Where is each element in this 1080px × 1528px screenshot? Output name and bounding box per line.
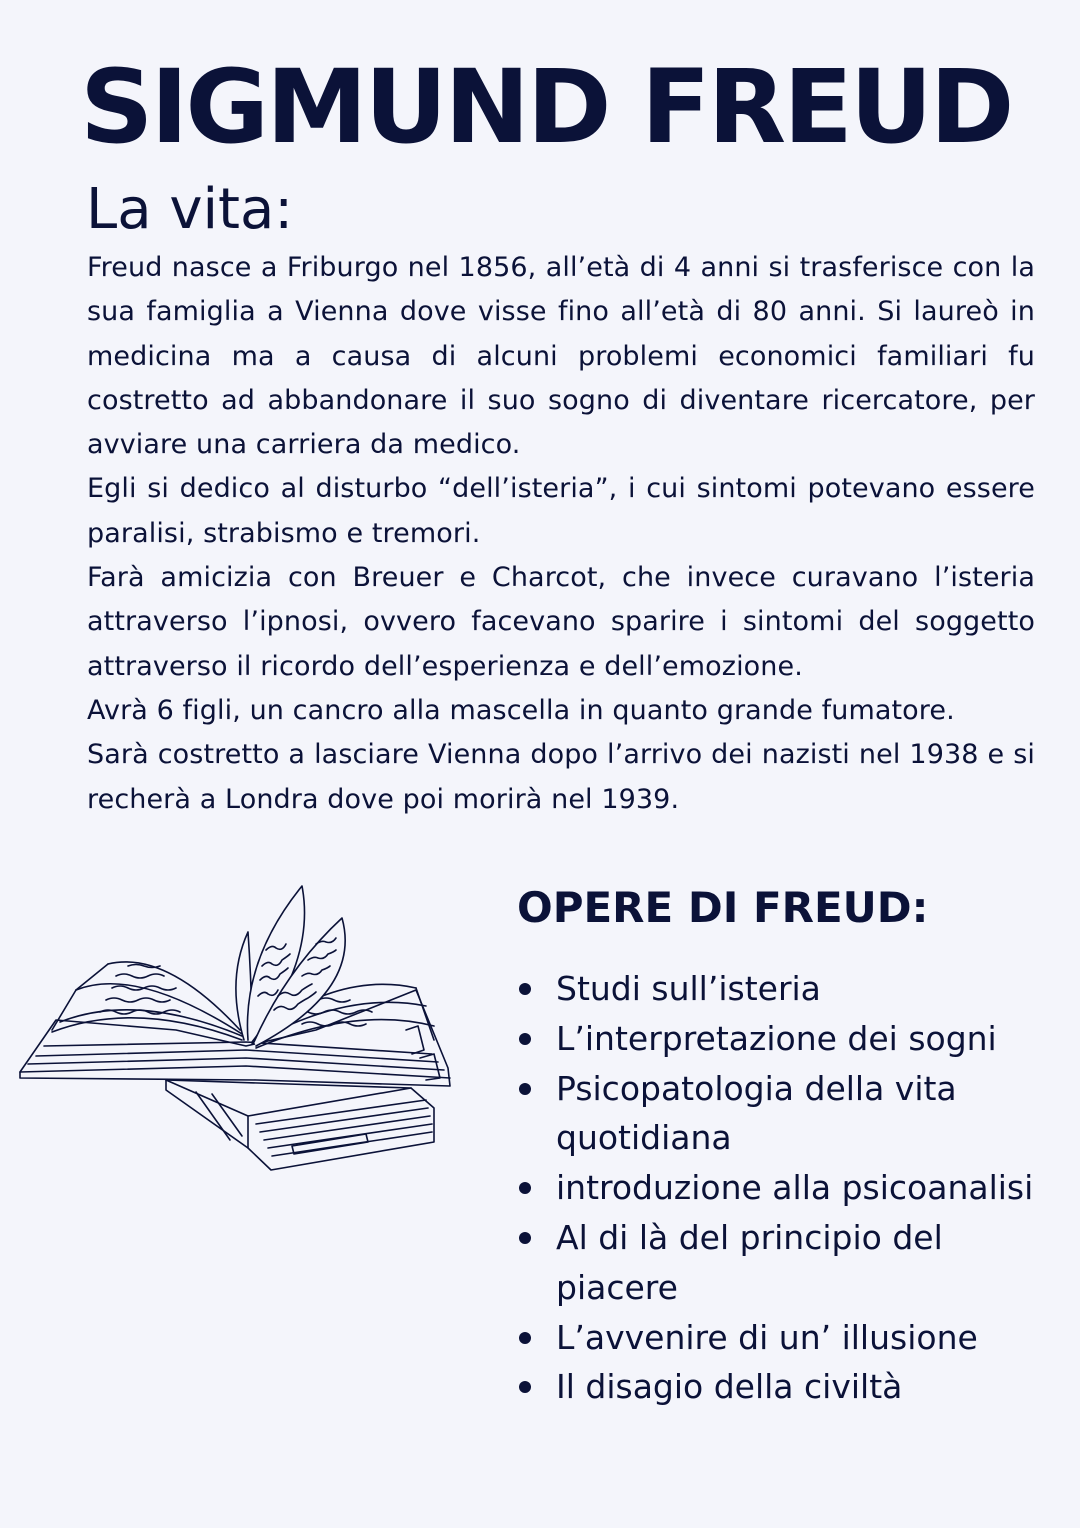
works-heading: OPERE DI FREUD: <box>517 883 929 932</box>
books-icon <box>16 880 456 1180</box>
list-item: Psicopatologia della vita quotidiana <box>517 1064 1057 1164</box>
closed-book-shape <box>166 1080 434 1170</box>
list-item: L’avvenire di un’ illusione <box>517 1313 1057 1363</box>
list-item: L’interpretazione dei sogni <box>517 1014 1057 1064</box>
list-item: Il disagio della civiltà <box>517 1362 1057 1412</box>
bio-paragraph: Sarà costretto a lasciare Vienna dopo l’arrivo dei nazisti nel 1938 e si recherà a Londra dove poi morirà nel 1939. <box>87 739 1035 815</box>
bio-paragraph: Farà amicizia con Breuer e Charcot, che invece curavano l’isteria attraverso l’ipnosi, ovvero facevano sparire i sintomi del soggetto attraverso il ricordo dell’esperienza e dell’emozione. <box>87 562 1035 682</box>
bio-paragraph: Egli si dedico al disturbo “dell’isteria”, i cui sintomi potevano essere paralisi, strabismo e tremori. <box>87 473 1035 549</box>
works-list <box>517 964 1057 1412</box>
list-item: Al di là del principio del piacere <box>517 1213 1057 1313</box>
biography-text <box>87 246 1035 822</box>
life-heading: La vita: <box>86 177 294 242</box>
page-title: SIGMUND FREUD <box>80 48 1012 167</box>
open-book-shape <box>20 886 450 1086</box>
list-item: introduzione alla psicoanalisi <box>517 1163 1057 1213</box>
list-item: Studi sull’isteria <box>517 964 1057 1014</box>
bio-paragraph: Freud nasce a Friburgo nel 1856, all’età di 4 anni si trasferisce con la sua famiglia a Vienna dove visse fino all’età di 80 anni. Si laureò in medicina ma a causa di alcuni problemi economici familiari fu costretto ad abbandonare il suo sogno di diventare ricercatore, per avviare una carriera da medico. <box>87 252 1035 461</box>
bio-paragraph: Avrà 6 figli, un cancro alla mascella in quanto grande fumatore. <box>87 694 955 726</box>
